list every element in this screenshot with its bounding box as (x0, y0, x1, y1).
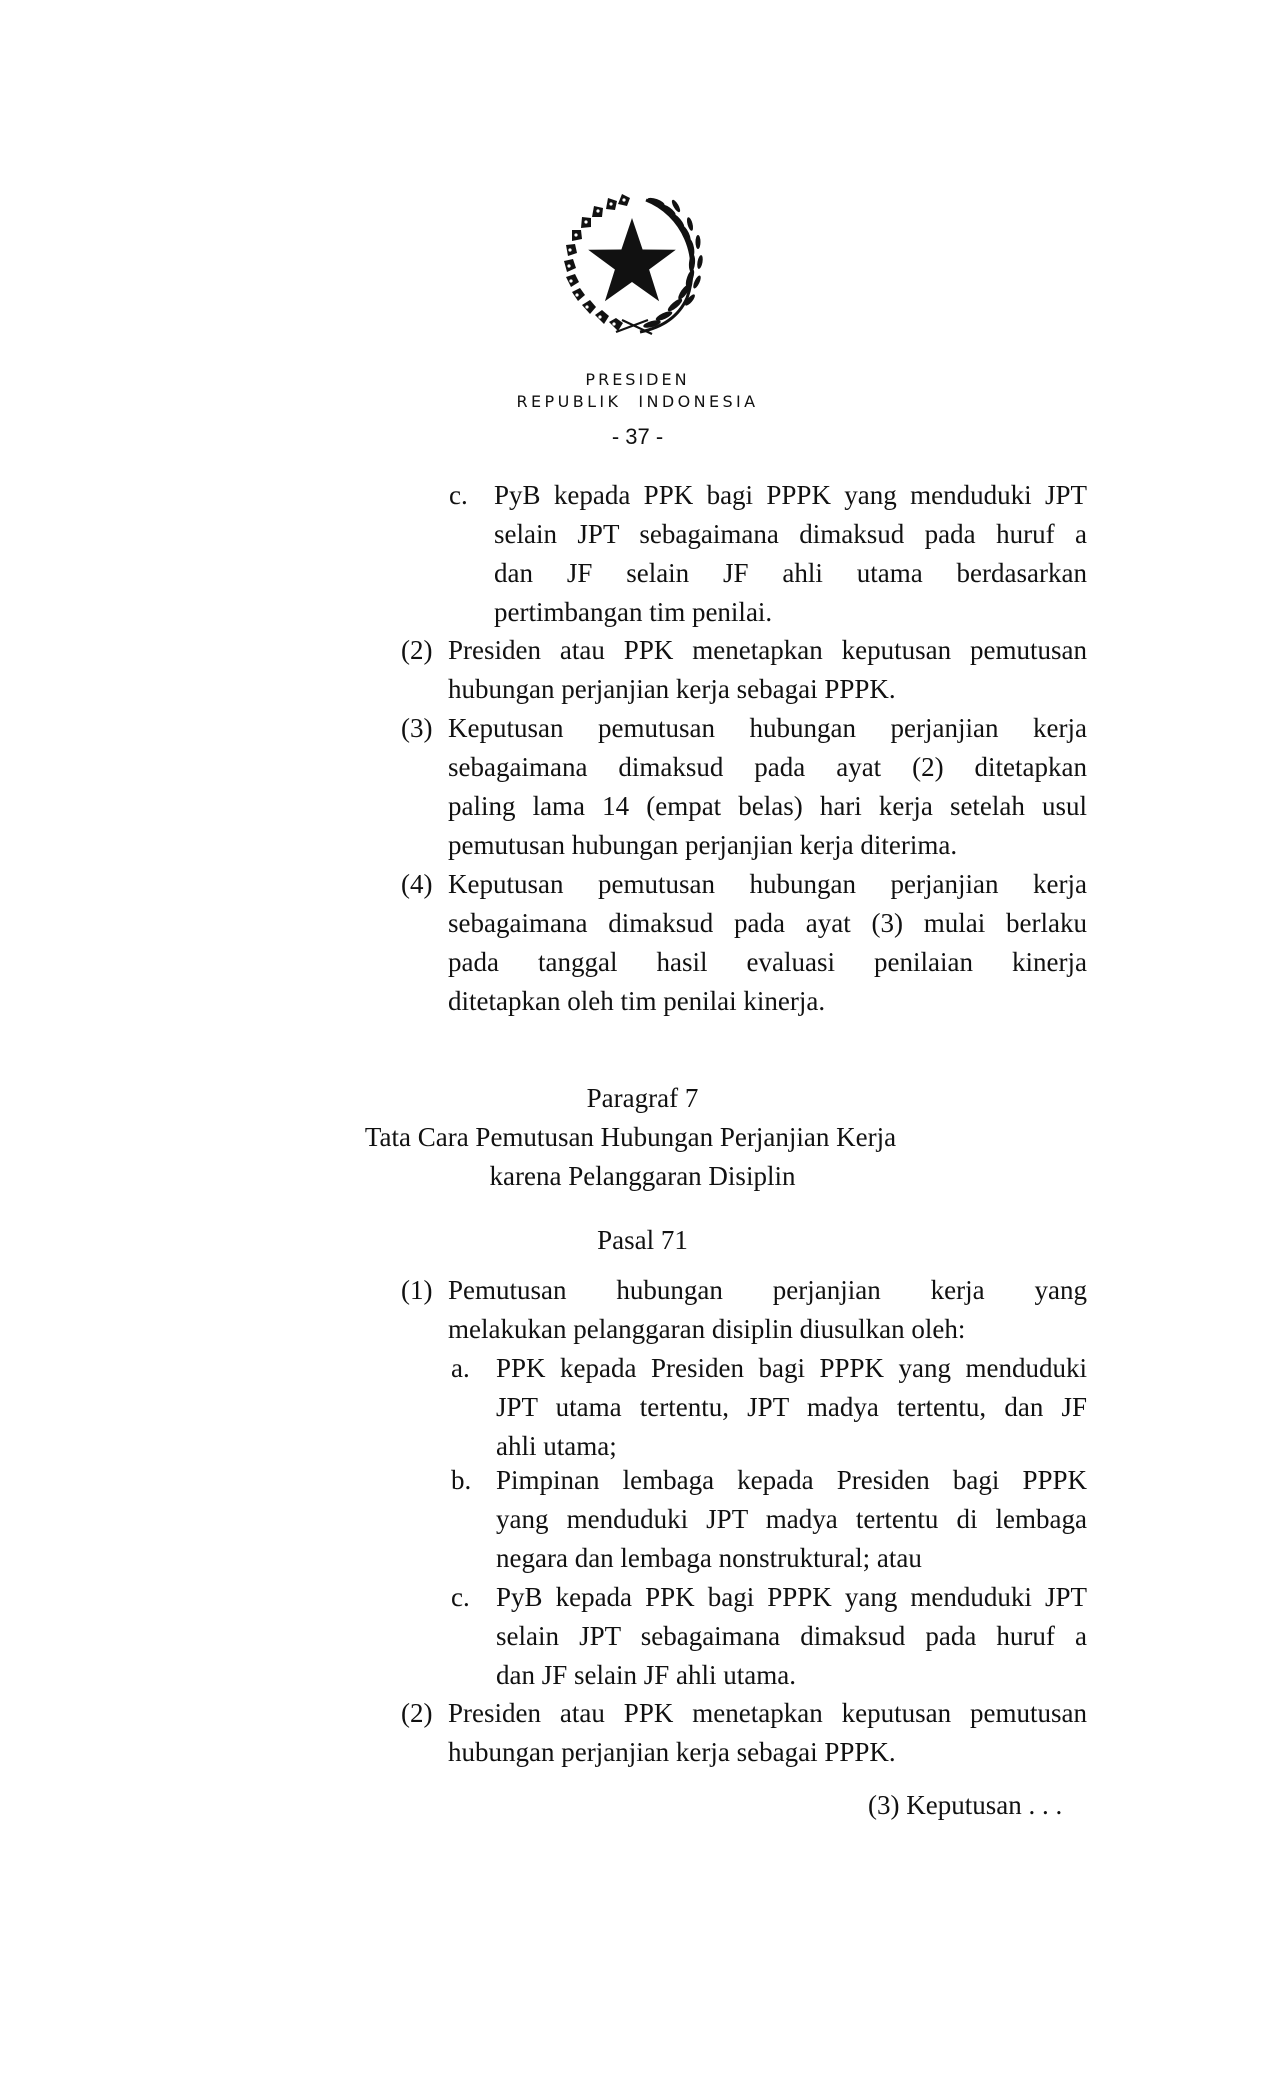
text-line: PyB kepada PPK bagi PPPK yang menduduki JPT (494, 480, 1087, 510)
text-line: dan JF selain JF ahli utama. (496, 1660, 796, 1690)
text-line: negara dan lembaga nonstruktural; atau (496, 1543, 922, 1573)
presidential-emblem-icon (552, 186, 712, 338)
text-line: sebagaimana dimaksud pada ayat (3) mulai berlaku (448, 908, 1087, 938)
ayat-marker: (3) (401, 713, 433, 743)
text-line: melakukan pelanggaran disiplin diusulkan oleh: (448, 1314, 966, 1344)
text-line: ditetapkan oleh tim penilai kinerja. (448, 986, 826, 1016)
text-line: paling lama 14 (empat belas) hari kerja setelah usul (448, 791, 1087, 821)
text-line: selain JPT sebagaimana dimaksud pada huruf a (496, 1621, 1087, 1651)
item-marker: a. (451, 1353, 470, 1383)
text-line: dan JF selain JF ahli utama berdasarkan (494, 558, 1087, 588)
text-line: sebagaimana dimaksud pada ayat (2) ditetapkan (448, 752, 1087, 782)
continuation-catchword: (3) Keputusan . . . (868, 1790, 1063, 1820)
paragraf-heading: Paragraf 7 (586, 1083, 699, 1113)
section-title-line1: Tata Cara Pemutusan Hubungan Perjanjian Kerja (364, 1122, 897, 1152)
text-line: Pimpinan lembaga kepada Presiden bagi PPPK (496, 1465, 1087, 1495)
text-line: ahli utama; (496, 1431, 617, 1461)
page-number: - 37 - (611, 424, 664, 449)
ayat-marker: (4) (401, 869, 433, 899)
text-line: pertimbangan tim penilai. (494, 597, 773, 627)
text-line: selain JPT sebagaimana dimaksud pada huruf a (494, 519, 1087, 549)
item-marker: b. (451, 1465, 472, 1495)
text-line: JPT utama tertentu, JPT madya tertentu, dan JF (496, 1392, 1087, 1422)
ayat-marker: (2) (401, 635, 433, 665)
text-line: pemutusan hubungan perjanjian kerja diterima. (448, 830, 958, 860)
ayat-marker: (1) (401, 1275, 433, 1305)
header-president: PRESIDEN (585, 370, 690, 389)
ayat-marker: (2) (401, 1698, 433, 1728)
text-line: hubungan perjanjian kerja sebagai PPPK. (448, 1737, 896, 1767)
text-line: Pemutusan hubungan perjanjian kerja yang (448, 1275, 1087, 1305)
item-marker: c. (449, 480, 468, 510)
text-line: Presiden atau PPK menetapkan keputusan pemutusan (448, 635, 1087, 665)
item-marker: c. (451, 1582, 470, 1612)
pasal-heading: Pasal 71 (597, 1225, 688, 1255)
text-line: Keputusan pemutusan hubungan perjanjian kerja (448, 713, 1087, 743)
text-line: Keputusan pemutusan hubungan perjanjian kerja (448, 869, 1087, 899)
text-line: Presiden atau PPK menetapkan keputusan pemutusan (448, 1698, 1087, 1728)
text-line: hubungan perjanjian kerja sebagai PPPK. (448, 674, 896, 704)
header-republic: REPUBLIK INDONESIA (516, 392, 759, 411)
section-title-line2: karena Pelanggaran Disiplin (489, 1161, 796, 1191)
text-line: PyB kepada PPK bagi PPPK yang menduduki JPT (496, 1582, 1087, 1612)
text-line: PPK kepada Presiden bagi PPPK yang menduduki (496, 1353, 1087, 1383)
text-line: pada tanggal hasil evaluasi penilaian kinerja (448, 947, 1087, 977)
text-line: yang menduduki JPT madya tertentu di lembaga (496, 1504, 1087, 1534)
